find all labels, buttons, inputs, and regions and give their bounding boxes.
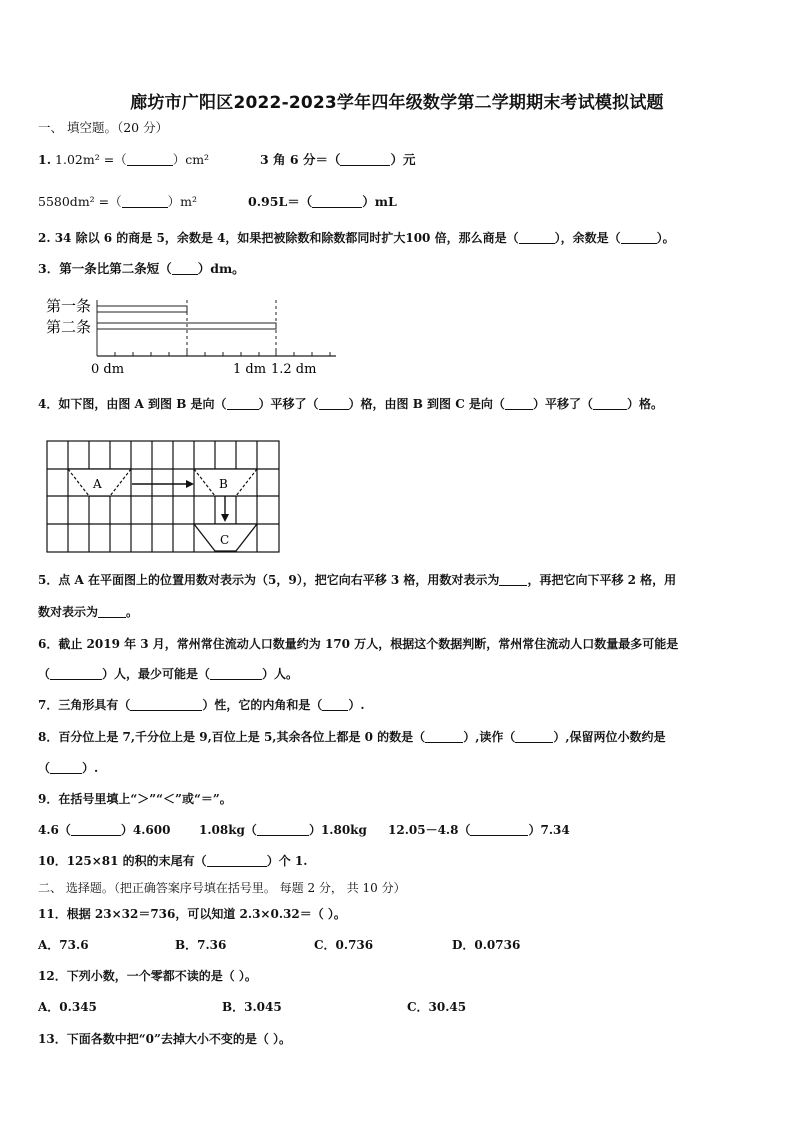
question-1-part-b: [260, 152, 415, 168]
q8-line2-b: ）.: [82, 761, 99, 775]
answer-blank[interactable]: [210, 667, 262, 680]
answer-blank[interactable]: [322, 698, 348, 711]
question-12: 12．下列小数，一个零都不读的是（ ）。: [38, 969, 257, 983]
question-11-option-c[interactable]: C．0.736: [314, 938, 374, 952]
q1-d-left: 0.95L＝（: [248, 194, 313, 209]
q1-c-left: 5580dm² =（: [38, 194, 122, 209]
answer-blank[interactable]: [257, 823, 309, 836]
q2-text-c: ）。: [656, 231, 675, 245]
question-5-line-1: [38, 572, 676, 588]
q4-text-d: ）平移了（: [532, 397, 593, 411]
q10-text-b: ）个 1.: [266, 854, 308, 868]
question-8-line-2: [38, 760, 98, 776]
answer-blank[interactable]: [621, 231, 657, 244]
question-12-option-a[interactable]: A．0.345: [38, 1000, 97, 1014]
question-11-option-d[interactable]: D．0.0736: [452, 938, 521, 952]
arrow-a-to-b-head: [186, 480, 194, 488]
q9-b-left: 1.08kg（: [199, 823, 257, 837]
answer-blank[interactable]: [515, 730, 553, 743]
question-12-option-c[interactable]: C．30.45: [407, 1000, 467, 1014]
q9-c-right: ）7.34: [528, 823, 570, 837]
line-length-diagram: [40, 292, 360, 382]
q3-text-a: 3．第一条比第二条短（: [38, 261, 172, 276]
q2-text-b: ），余数是（: [554, 231, 621, 245]
question-1-number: 1.: [38, 152, 52, 167]
q7-text-a: 7．三角形具有（: [38, 698, 131, 712]
question-9-part-c: [388, 822, 570, 838]
translation-grid-figure: [46, 440, 282, 554]
question-1-part-c: [38, 194, 197, 210]
q1-c-right: ）m²: [167, 194, 197, 209]
q1-b-right: ）元: [390, 152, 416, 167]
q5-line1-b: ，再把它向下平移 2 格，用: [527, 573, 677, 587]
answer-blank[interactable]: [122, 195, 168, 208]
q3-text-b: ）dm。: [197, 261, 245, 276]
q9-a-left: 4.6（: [38, 823, 71, 837]
line-2-label: 第二条: [46, 318, 92, 336]
q1-a-left: 1.02m² =（: [55, 152, 127, 167]
question-3: [38, 261, 245, 277]
question-9: 9．在括号里填上“＞”“＜”或“＝”。: [38, 792, 232, 806]
answer-blank[interactable]: [71, 823, 121, 836]
q9-b-right: ）1.80kg: [308, 823, 367, 837]
section-2-heading: 二、 选择题。（把正确答案序号填在括号里。 每题 2 分， 共 10 分）: [38, 881, 406, 895]
shape-b-label: B: [219, 477, 228, 491]
question-4: [38, 396, 663, 412]
question-11: 11．根据 23×32＝736，可以知道 2.3×0.32＝（ ）。: [38, 907, 346, 921]
answer-blank[interactable]: [319, 397, 349, 410]
q5-line2-a: 数对表示为: [38, 605, 99, 619]
page-title: 廊坊市广阳区2022-2023学年四年级数学第二学期期末考试模拟试题: [130, 93, 664, 113]
q8-line1-a: 8．百分位上是 7,千分位上是 9,百位上是 5,其余各位上都是 0 的数是（: [38, 730, 426, 744]
ruler-label-1: 1 dm: [233, 362, 267, 377]
answer-blank[interactable]: [50, 667, 102, 680]
q5-line2-b: 。: [126, 605, 139, 619]
ruler-label-1-2: 1.2 dm: [271, 362, 317, 377]
question-10: [38, 853, 307, 869]
q9-a-right: ）4.600: [120, 823, 171, 837]
answer-blank[interactable]: [98, 605, 126, 618]
answer-blank[interactable]: [207, 854, 267, 867]
q6-line2-b: ）人，最少可能是（: [102, 667, 211, 681]
q4-text-c: ）格，由图 B 到图 C 是向（: [348, 397, 505, 411]
question-1-part-a: [38, 152, 209, 168]
q8-line1-c: ）,保留两位小数约是: [553, 730, 666, 744]
answer-blank[interactable]: [470, 823, 528, 836]
q10-text-a: 10．125×81 的积的末尾有（: [38, 854, 207, 868]
q9-c-left: 12.05－4.8（: [388, 823, 471, 837]
q1-d-right: ）mL: [362, 194, 397, 209]
q1-a-right: ）cm²: [172, 152, 210, 167]
q6-line2-a: （: [38, 667, 51, 681]
question-9-part-b: [199, 822, 367, 838]
answer-blank[interactable]: [127, 153, 173, 166]
question-2: [38, 230, 675, 246]
question-6-line-1: 6．截止 2019 年 3 月，常州常住流动人口数量约为 170 万人，根据这个数据判断，常州常住流动人口数量最多可能是: [38, 637, 679, 651]
q4-text-e: ）格。: [626, 397, 663, 411]
answer-blank[interactable]: [519, 231, 555, 244]
question-13: 13．下面各数中把“0”去掉大小不变的是（ ）。: [38, 1032, 292, 1046]
arrow-b-to-c-head: [221, 514, 229, 522]
question-1-part-d: [248, 194, 397, 210]
ruler-label-0: 0 dm: [91, 362, 125, 377]
q7-text-c: ）.: [348, 698, 365, 712]
line-1-bar: [97, 306, 187, 312]
q7-text-b: ）性，它的内角和是（: [202, 698, 323, 712]
line-1-label: 第一条: [46, 297, 92, 315]
answer-blank[interactable]: [50, 761, 82, 774]
answer-blank[interactable]: [340, 153, 390, 166]
question-9-part-a: [38, 822, 170, 838]
q8-line1-b: ）,读作（: [463, 730, 516, 744]
answer-blank[interactable]: [425, 730, 463, 743]
question-11-option-b[interactable]: B．7.36: [175, 938, 227, 952]
answer-blank[interactable]: [130, 698, 202, 711]
q4-text-a: 4．如下图，由图 A 到图 B 是向（: [38, 397, 227, 411]
answer-blank[interactable]: [499, 573, 527, 586]
question-6-line-2: [38, 666, 298, 682]
shape-a-label: A: [93, 477, 102, 491]
q4-text-b: ）平移了（: [258, 397, 319, 411]
q5-line1-a: 5．点 A 在平面图上的位置用数对表示为（5，9），把它向右平移 3 格，用数对表示为: [38, 573, 500, 587]
question-12-option-b[interactable]: B．3.045: [222, 1000, 282, 1014]
answer-blank[interactable]: [312, 195, 362, 208]
q6-line2-c: ）人。: [262, 667, 299, 681]
question-7: [38, 697, 365, 713]
ruler-ticks: [97, 350, 330, 356]
q1-b-left: 3 角 6 分＝（: [260, 152, 341, 167]
answer-blank[interactable]: [172, 262, 198, 275]
answer-blank[interactable]: [593, 397, 627, 410]
question-5-line-2: [38, 604, 138, 620]
question-11-option-a[interactable]: A．73.6: [38, 938, 89, 952]
answer-blank[interactable]: [227, 397, 259, 410]
question-8-line-1: [38, 729, 666, 745]
shape-c-label: C: [220, 533, 230, 547]
section-1-heading: 一、 填空题。（20 分）: [38, 120, 169, 135]
q8-line2-a: （: [38, 761, 51, 775]
q2-text-a: 2. 34 除以 6 的商是 5，余数是 4，如果把被除数和除数都同时扩大100 倍，那么商是（: [38, 231, 519, 245]
answer-blank[interactable]: [505, 397, 533, 410]
